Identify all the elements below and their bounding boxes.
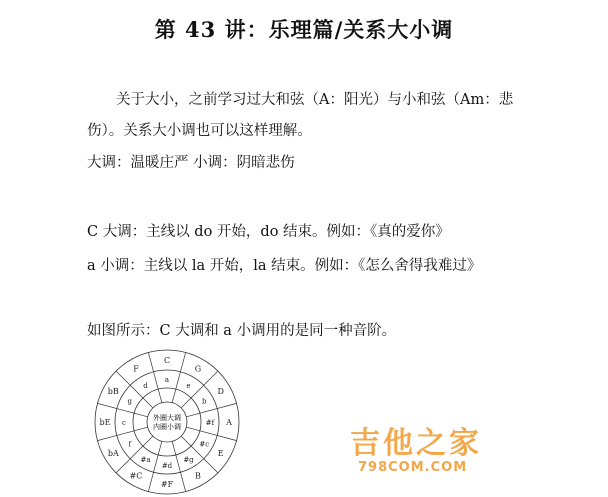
figure-caption: 如图所示：C 大调和 a 小调用的是同一种音阶。: [87, 323, 397, 339]
circle-outer-key: A: [226, 418, 232, 427]
circle-inner-key: #d: [161, 462, 173, 470]
circle-inner-key: b: [201, 397, 207, 406]
circle-center-line-1: 外圈大调: [153, 414, 181, 422]
circle-inner-key: #g: [183, 456, 194, 465]
circle-outer-key: F: [133, 364, 139, 374]
page-title: 第 43 讲：乐理篇/关系大小调: [154, 17, 454, 42]
circle-outer-key: bE: [99, 418, 111, 427]
circle-of-fifths-figure: [92, 348, 242, 497]
mood-line: 大调：温暖庄严 小调：阴暗悲伤: [87, 155, 295, 171]
circle-outer-key: #F: [160, 480, 174, 489]
circle-center-line-2: 内圈小调: [153, 423, 181, 431]
circle-inner-key: c: [122, 419, 126, 427]
circle-inner-key: #f: [205, 419, 215, 427]
circle-inner-key: #a: [140, 456, 151, 465]
circle-outer-key: B: [195, 471, 201, 481]
circle-outer-key: C: [163, 356, 171, 365]
circle-outer-key: E: [217, 449, 224, 458]
circle-of-fifths-diagram: [92, 348, 242, 497]
circle-inner-key: d: [143, 381, 148, 390]
circle-inner-key: f: [128, 440, 132, 449]
circle-outer-key: G: [194, 364, 202, 374]
circle-inner-key: #c: [199, 440, 210, 449]
c-major-line: C 大调：主线以 do 开始，do 结束。例如：《真的爱你》: [87, 224, 450, 240]
watermark: [350, 418, 500, 475]
a-minor-line: a 小调：主线以 la 开始，la 结束。例如：《怎么舍得我难过》: [87, 258, 482, 274]
circle-inner-key: a: [164, 376, 170, 384]
circle-outer-key: #C: [129, 471, 143, 481]
intro-line-2: 伤）。关系大小调也可以这样理解。: [87, 123, 312, 139]
circle-outer-key: D: [217, 387, 224, 396]
circle-outer-key: bA: [107, 449, 119, 458]
watermark-url: 798COM.COM: [358, 460, 468, 475]
intro-line-1: 关于大小，之前学习过大和弦（A：阳光）与小和弦（Am：悲: [116, 92, 514, 108]
circle-outer-key: bB: [107, 387, 119, 396]
circle-inner-key: g: [127, 397, 133, 406]
watermark-name: 吉他之家: [350, 426, 482, 461]
circle-inner-key: e: [186, 381, 191, 390]
